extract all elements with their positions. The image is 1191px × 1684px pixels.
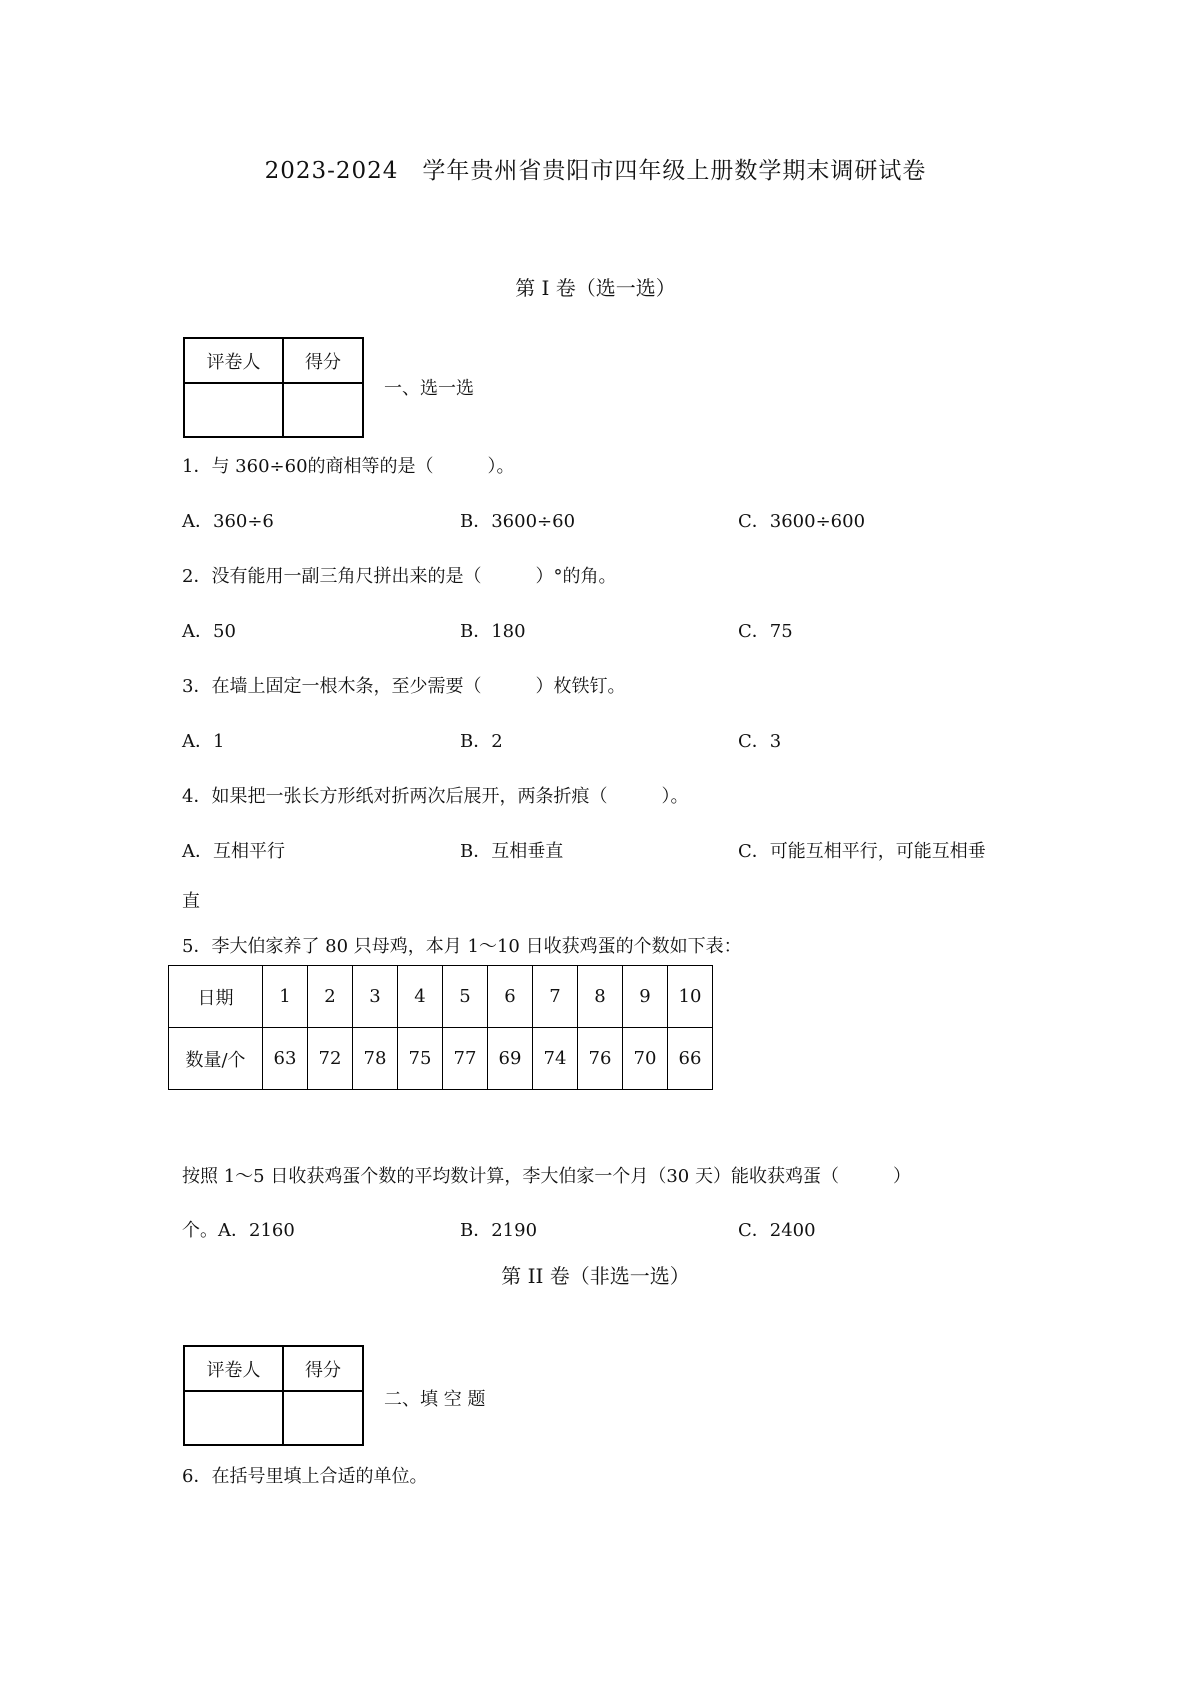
date-header: 日期: [169, 966, 263, 1028]
q1-option-a: A．360÷6: [182, 511, 274, 532]
day-cell: 1: [263, 966, 308, 1028]
q1-option-c: C．3600÷600: [738, 511, 866, 532]
part1-heading: 第 I 卷（选一选）: [515, 276, 676, 300]
q4-option-c: C．可能互相平行，可能互相垂: [738, 841, 986, 862]
grader-cell: [184, 1391, 283, 1445]
score-cell: [283, 383, 363, 437]
question-3: 3．在墙上固定一根木条，至少需要（ ）枚铁钉。: [182, 676, 626, 697]
q5-option-b: B．2190: [460, 1220, 538, 1241]
question-6: 6．在括号里填上合适的单位。: [182, 1466, 428, 1487]
count-header: 数量/个: [169, 1028, 263, 1090]
question-1: 1．与 360÷60的商相等的是（ ）。: [182, 456, 515, 477]
count-cell: 66: [668, 1028, 713, 1090]
q2-option-b: B．180: [460, 621, 526, 642]
table-row-counts: [169, 1028, 713, 1090]
q4-option-c-wrap: 直: [182, 891, 200, 912]
day-cell: 9: [623, 966, 668, 1028]
q1-option-b: B．3600÷60: [460, 511, 576, 532]
section-label-1: 一、选一选: [384, 378, 474, 399]
count-cell: 77: [443, 1028, 488, 1090]
day-cell: 5: [443, 966, 488, 1028]
part2-heading: 第 II 卷（非选一选）: [501, 1264, 690, 1288]
q5-followup: 按照 1～5 日收获鸡蛋个数的平均数计算，李大伯家一个月（30 天）能收获鸡蛋（ ）: [182, 1166, 911, 1187]
score-box-part2: [183, 1345, 364, 1446]
day-cell: 4: [398, 966, 443, 1028]
exam-title: 2023-2024 学年贵州省贵阳市四年级上册数学期末调研试卷: [264, 158, 927, 184]
score-box-part1: [183, 337, 364, 438]
count-cell: 69: [488, 1028, 533, 1090]
day-cell: 2: [308, 966, 353, 1028]
q2-option-a: A．50: [182, 621, 236, 642]
day-cell: 10: [668, 966, 713, 1028]
day-cell: 7: [533, 966, 578, 1028]
count-cell: 74: [533, 1028, 578, 1090]
day-cell: 6: [488, 966, 533, 1028]
q5-option-a: 个。A．2160: [182, 1220, 295, 1241]
score-label: 得分: [283, 338, 363, 383]
count-cell: 70: [623, 1028, 668, 1090]
q4-option-a: A．互相平行: [182, 841, 285, 862]
table-row-dates: [169, 966, 713, 1028]
count-cell: 76: [578, 1028, 623, 1090]
q3-option-a: A．1: [182, 731, 225, 752]
day-cell: 3: [353, 966, 398, 1028]
score-cell: [283, 1391, 363, 1445]
q2-option-c: C．75: [738, 621, 793, 642]
section-label-2: 二、填 空 题: [384, 1389, 486, 1410]
grader-cell: [184, 383, 283, 437]
day-cell: 8: [578, 966, 623, 1028]
question-4: 4．如果把一张长方形纸对折两次后展开，两条折痕（ ）。: [182, 786, 689, 807]
q3-option-b: B．2: [460, 731, 503, 752]
q5-option-c: C．2400: [738, 1220, 816, 1241]
egg-count-table: [168, 965, 713, 1090]
count-cell: 63: [263, 1028, 308, 1090]
count-cell: 78: [353, 1028, 398, 1090]
q3-option-c: C．3: [738, 731, 782, 752]
grader-label: 评卷人: [184, 1346, 283, 1391]
question-5: 5．李大伯家养了 80 只母鸡，本月 1～10 日收获鸡蛋的个数如下表：: [182, 936, 742, 957]
q4-option-b: B．互相垂直: [460, 841, 564, 862]
question-2: 2．没有能用一副三角尺拼出来的是（ ）°的角。: [182, 566, 617, 587]
grader-label: 评卷人: [184, 338, 283, 383]
count-cell: 72: [308, 1028, 353, 1090]
score-label: 得分: [283, 1346, 363, 1391]
count-cell: 75: [398, 1028, 443, 1090]
